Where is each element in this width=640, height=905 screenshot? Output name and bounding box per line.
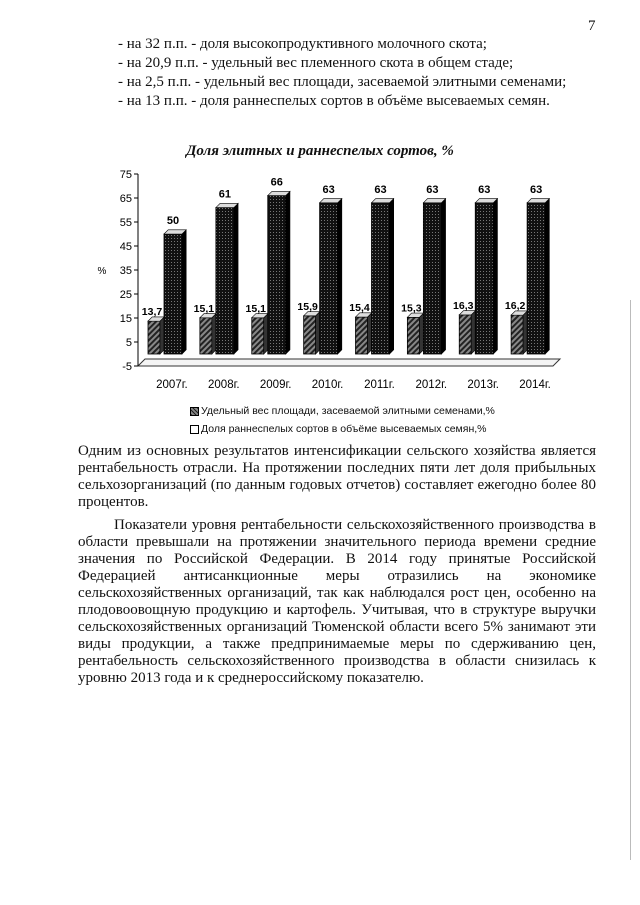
bar-early-side: [441, 199, 445, 354]
bar-elite: [252, 318, 264, 354]
bar-early: [372, 203, 390, 354]
data-label-elite: 15,9: [297, 300, 318, 313]
data-label-elite: 15,3: [401, 302, 422, 315]
x-tick-label: 2007г.: [156, 379, 188, 391]
bar-early-top: [164, 230, 186, 234]
y-tick-label: -5: [122, 361, 132, 373]
x-tick-label: 2013г.: [467, 379, 499, 391]
intro-line-1: - на 32 п.п. - доля высокопродуктивного молочного скота;: [118, 36, 487, 52]
bar-early-top: [527, 199, 549, 203]
bar-early-side: [286, 191, 290, 354]
bar-early: [475, 203, 493, 354]
x-tick-label: 2008г.: [208, 379, 240, 391]
bar-elite-side: [316, 312, 320, 354]
bar-early: [216, 208, 234, 354]
bar-elite-side: [471, 311, 475, 354]
bar-early-side: [234, 203, 238, 354]
x-tick-label: 2010г.: [311, 379, 344, 391]
bar-elite-side: [419, 313, 423, 354]
x-tick-label: 2009г.: [259, 379, 292, 391]
bar-early-top: [423, 199, 445, 203]
legend-swatch-elite: [190, 407, 199, 416]
data-label-elite: 16,2: [504, 300, 526, 313]
y-tick-label: 15: [119, 313, 132, 325]
bar-chart: [90, 160, 580, 400]
page-number: 7: [588, 18, 596, 34]
y-tick-label: 65: [119, 193, 132, 205]
bar-early: [527, 203, 545, 354]
bar-elite: [407, 317, 419, 354]
y-tick-label: 75: [119, 169, 132, 181]
y-tick-label: 5: [125, 337, 132, 349]
data-label-elite: 15,4: [349, 302, 370, 315]
data-label-early: 63: [374, 183, 387, 196]
legend-item-early: [190, 423, 487, 435]
data-label-elite: 15,1: [245, 302, 266, 315]
data-label-early: 61: [218, 188, 231, 201]
y-tick-label: 55: [119, 217, 132, 229]
bar-elite: [200, 318, 212, 354]
bar-early-top: [216, 203, 238, 207]
bar-elite-side: [212, 314, 216, 354]
legend-label-early: Доля раннеспелых сортов в объёме высеваемых семян,%: [201, 423, 487, 435]
data-label-early: 63: [426, 183, 439, 196]
bar-early-top: [268, 191, 290, 195]
bar-elite-side: [264, 314, 268, 354]
bar-elite: [356, 317, 368, 354]
scan-margin-line: [630, 300, 631, 860]
chart-title: Доля элитных и раннеспелых сортов, %: [186, 143, 454, 159]
x-tick-label: 2012г.: [415, 379, 448, 391]
bar-elite-side: [368, 313, 372, 354]
data-label-early: 63: [530, 183, 543, 196]
data-label-early: 63: [322, 183, 335, 196]
bar-early-side: [493, 199, 497, 354]
bar-early-top: [475, 199, 497, 203]
data-label-early: 66: [270, 176, 283, 189]
bar-early-top: [320, 199, 342, 203]
x-tick-label: 2011г.: [364, 379, 395, 391]
y-tick-label: 45: [119, 241, 132, 253]
bar-elite-side: [160, 317, 164, 354]
bar-early-side: [390, 199, 394, 354]
intro-line-4: - на 13 п.п. - доля раннеспелых сортов в объёме высеваемых семян.: [118, 93, 550, 109]
bar-elite: [459, 315, 471, 354]
bar-elite: [148, 321, 160, 354]
bar-early-side: [182, 230, 186, 354]
paragraph-profitability: Одним из основных результатов интенсификации сельского хозяйства является рентабельность отрасли. На протяжении последних пяти лет доля прибыльных сельхозорганизаций (по данным годовых отчетов) составляет ежегодно более 80 процентов.: [78, 443, 596, 510]
bar-early-top: [372, 199, 394, 203]
bar-elite: [304, 316, 316, 354]
chart-floor: [138, 359, 560, 366]
bar-elite: [511, 315, 523, 354]
paragraph-rentability: Показатели уровня рентабельности сельскохозяйственного производства в области превышали на протяжении значительного периода времени средние значения по Российской Федерации. В 2014 году принятые Российской Федерацией антисанкционные меры отразились на экономике сельскохозяйственных организаций, так как наблюдался рост цен, особенно на плодовоовощную продукцию и картофель. Учитывая, что в структуре выручки сельскохозяйственных организаций Тюменской области всего 5% занимают эти виды продукции, а также предпринимаемые меры по сдерживанию цен, рентабельность сельскохозяйственного производства в области снизилась к уровню 2013 года и к среднероссийскому показателю.: [78, 517, 596, 686]
data-label-elite: 16,3: [453, 299, 474, 312]
data-label-early: 63: [478, 183, 491, 196]
bar-early-side: [338, 199, 342, 354]
intro-line-2: - на 20,9 п.п. - удельный вес племенного скота в общем стаде;: [118, 55, 514, 71]
data-label-elite: 15,1: [193, 302, 215, 315]
bar-early: [423, 203, 441, 354]
bar-early: [320, 203, 338, 354]
bar-early: [164, 234, 182, 354]
data-label-early: 50: [166, 215, 180, 227]
y-tick-label: 25: [119, 289, 132, 301]
y-axis-label: %: [97, 266, 107, 277]
legend-label-elite: Удельный вес площади, засеваемой элитными семенами,%: [201, 405, 495, 417]
x-tick-label: 2014г.: [519, 379, 551, 391]
bar-elite-side: [523, 311, 527, 354]
data-label-elite: 13,7: [141, 306, 163, 319]
y-tick-label: 35: [119, 265, 132, 277]
bar-early: [268, 196, 286, 354]
legend-item-elite: [190, 405, 495, 417]
intro-line-3: - на 2,5 п.п. - удельный вес площади, засеваемой элитными семенами;: [118, 74, 567, 90]
legend-swatch-early: [190, 425, 199, 434]
bar-early-side: [545, 199, 549, 354]
